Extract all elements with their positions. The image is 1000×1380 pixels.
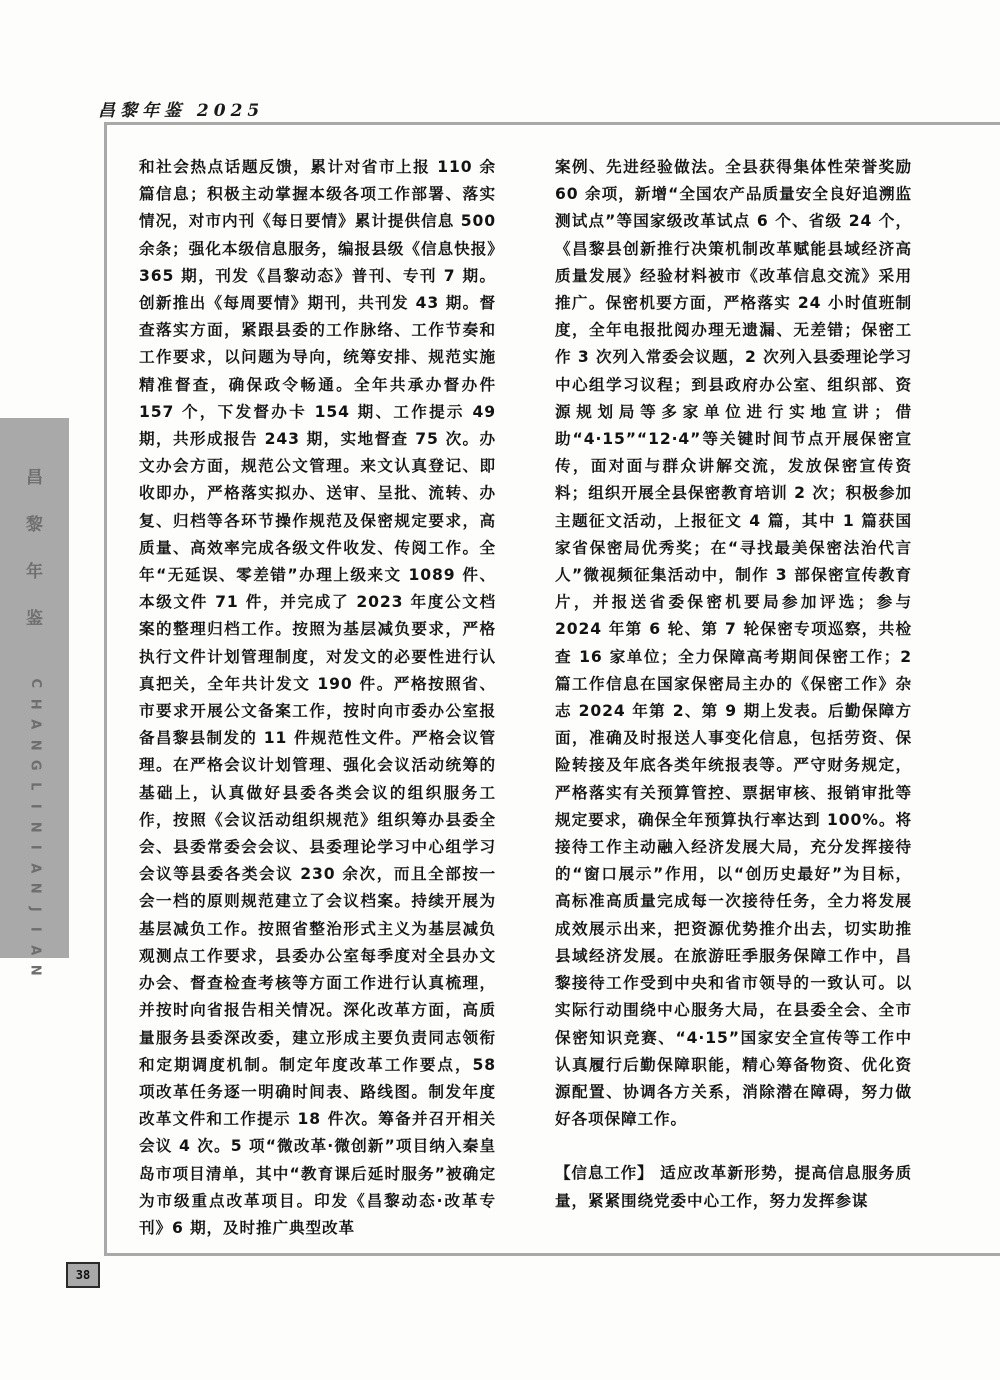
right-text-column bbox=[555, 154, 912, 1215]
side-tab-letter: N bbox=[27, 821, 43, 833]
side-tab-letter: J bbox=[27, 906, 43, 912]
running-head-title: 昌黎年鉴 2025 bbox=[98, 101, 265, 121]
section-heading-info-work: 【信息工作】 bbox=[555, 1164, 654, 1183]
side-tab-letter: C bbox=[27, 678, 43, 689]
side-tab-letter: N bbox=[27, 882, 43, 894]
side-tab-letter: A bbox=[27, 944, 43, 955]
side-tab-pinyin-title bbox=[0, 673, 69, 981]
paragraph-spacer bbox=[555, 1133, 912, 1160]
left-text-column bbox=[139, 154, 496, 1242]
side-tab-letter: I bbox=[27, 926, 43, 932]
page-number-box bbox=[66, 1262, 100, 1288]
side-tab-chinese-title bbox=[0, 470, 69, 628]
side-tab-char: 黎 bbox=[26, 515, 43, 535]
side-tab-letter: A bbox=[27, 862, 43, 873]
side-tab-char: 年 bbox=[26, 562, 43, 582]
side-tab-letter: I bbox=[27, 844, 43, 850]
side-thumb-tab bbox=[0, 418, 69, 976]
page-number: 38 bbox=[75, 1268, 91, 1282]
side-tab-letter: G bbox=[27, 759, 43, 771]
side-tab-letter: N bbox=[27, 964, 43, 976]
side-tab-letter: N bbox=[27, 739, 43, 751]
side-tab-letter: I bbox=[27, 803, 43, 809]
section-paragraph bbox=[555, 1160, 912, 1214]
side-tab-letter: L bbox=[27, 781, 43, 790]
body-paragraph: 和社会热点话题反馈，累计对省市上报 110 余篇信息；积极主动掌握本级各项工作部署、落实情况，对市内刊《每日要情》累计提供信息 500 余条；强化本级信息服务，编报县级《信息快报》365 期，刊发《昌黎动态》普刊、专刊 7 期。创新推出《每周要情》期刊，共刊发 43 期。督查落实方面，紧跟县委的工作脉络、工作节奏和工作要求，以问题为导向，统筹安排、规范实施精准督查，确保政令畅通。全年共承办督办件 157 个，下发督办卡 154 期、工作提示 49 期，共形成报告 243 期，实地督查 75 次。办文办会方面，规范公文管理。来文认真登记、即收即办，严格落实拟办、送审、呈批、流转、办复、归档等各环节操作规范及保密规定要求，高质量、高效率完成各级文件收发、传阅工作。全年“无延误、零差错”办理上级来文 1089 件、本级文件 71 件，并完成了 2023 年度公文档案的整理归档工作。按照为基层减负要求，严格执行文件计划管理制度，对发文的必要性进行认真把关，全年共计发文 190 件。严格按照省、市要求开展公文备案工作，按时向市委办公室报备昌黎县制发的 11 件规范性文件。严格会议管理。在严格会议计划管理、强化会议活动统筹的基础上，认真做好县委各类会议的组织服务工作，按照《会议活动组织规范》组织筹办县委全会、县委常委会会议、县委理论学习中心组学习会议等县委各类会议 230 余次，而且全部按一会一档的原则规范建立了会议档案。持续开展为基层减负工作。按照省整治形式主义为基层减负观测点工作要求，县委办公室每季度对全县办文办会、督查检查考核等方面工作进行认真梳理，并按时向省报告相关情况。深化改革方面，高质量服务县委深改委，建立形成主要负责同志领衔和定期调度机制。制定年度改革工作要点，58 项改革任务逐一明确时间表、路线图。制发年度改革文件和工作提示 18 件次。筹备并召开相关会议 4 次。5 项“微改革·微创新”项目纳入秦皇岛市项目清单，其中“教育课后延时服务”被确定为市级重点改革项目。印发《昌黎动态·改革专刊》6 期，及时推广典型改革 bbox=[139, 158, 496, 1237]
side-tab-char: 鉴 bbox=[26, 609, 43, 629]
side-tab-char: 昌 bbox=[26, 468, 43, 488]
side-tab-letter: A bbox=[27, 719, 43, 730]
body-paragraph: 案例、先进经验做法。全县获得集体性荣誉奖励 60 余项，新增“全国农产品质量安全良好追溯监测试点”等国家级改革试点 6 个、省级 24 个，《昌黎县创新推行决策机制改革赋能县域经济高质量发展》经验材料被市《改革信息交流》采用推广。保密机要方面，严格落实 24 小时值班制度，全年电报批阅办理无遗漏、无差错；保密工作 3 次列入常委会议题，2 次列入县委理论学习中心组学习议程；到县政府办公室、组织部、资源规划局等多家单位进行实地宣讲；借助“4·15”“12·4”等关键时间节点开展保密宣传，面对面与群众讲解交流，发放保密宣传资料；组织开展全县保密教育培训 2 次；积极参加主题征文活动，上报征文 4 篇，其中 1 篇获国家省保密局优秀奖；在“寻找最美保密法治代言人”微视频征集活动中，制作 3 部保密宣传教育片，并报送省委保密机要局参加评选；参与 2024 年第 6 轮、第 7 轮保密专项巡察，共检查 16 家单位；全力保障高考期间保密工作；2 篇工作信息在国家保密局主办的《保密工作》杂志 2024 年第 2、第 9 期上发表。后勤保障方面，准确及时报送人事变化信息，包括劳资、保险转接及年底各类年统报表等。严守财务规定，严格落实有关预算管控、票据审核、报销审批等规定要求，确保全年预算执行率达到 100%。将接待工作主动融入经济发展大局，充分发挥接待的“窗口展示”作用，以“创历史最好”为目标，高标准高质量完成每一次接待任务，全力将发展成效展示出来，把资源优势推介出去，切实助推县域经济发展。在旅游旺季服务保障工作中，昌黎接待工作受到中央和省市领导的一致认可。以实际行动围绕中心服务大局，在县委全会、全市保密知识竞赛、“4·15”国家安全宣传等工作中认真履行后勤保障职能，精心筹备物资、优化资源配置、协调各方关系，消除潜在障碍，努力做好各项保障工作。 bbox=[555, 158, 912, 1129]
section-body-text: 适应改革新形势，提高信息服务质量，紧紧围绕党委中心工作，努力发挥参谋 bbox=[555, 1164, 912, 1210]
side-tab-letter: H bbox=[27, 698, 43, 710]
